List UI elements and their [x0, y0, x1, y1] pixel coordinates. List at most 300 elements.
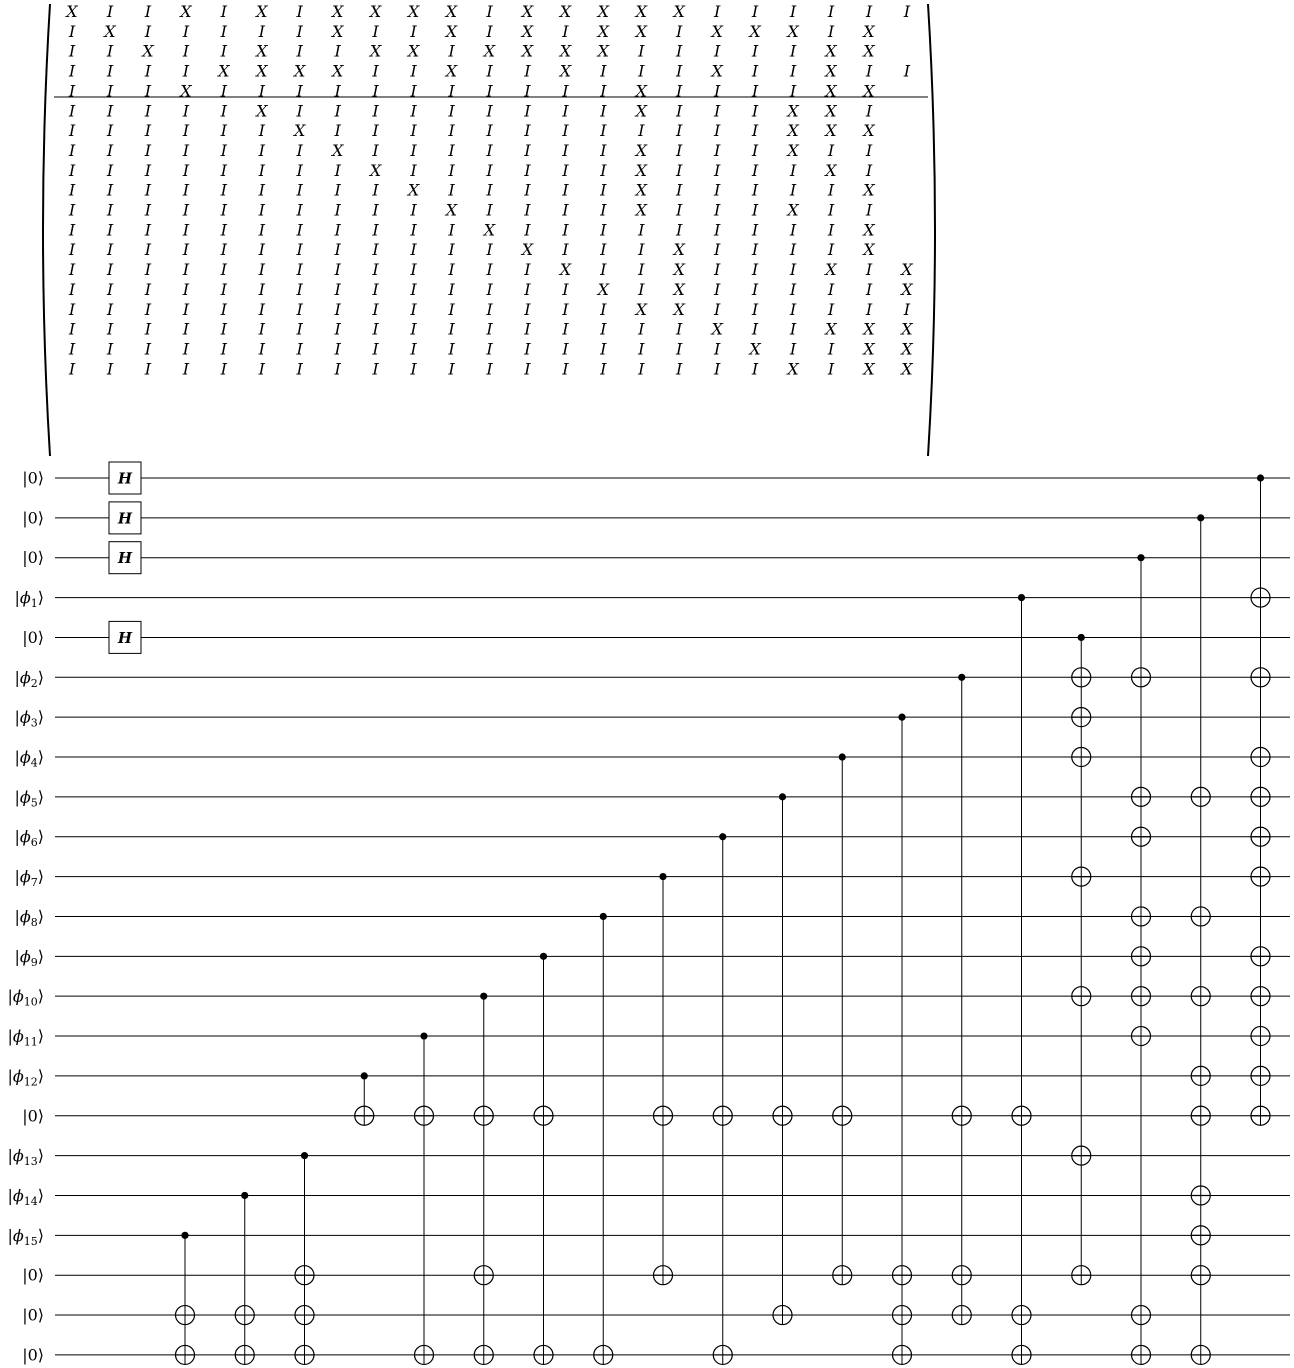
matrix-cell: X — [635, 160, 647, 180]
matrix-cell: I — [827, 359, 835, 379]
matrix-cell: X — [635, 81, 647, 101]
matrix-cell: I — [865, 61, 873, 81]
matrix-cell: I — [562, 220, 569, 240]
matrix-left-paren — [43, 4, 50, 456]
matrix-cell: I — [68, 41, 76, 61]
matrix-cell: I — [296, 359, 303, 379]
matrix-cell: I — [600, 240, 607, 260]
matrix-cell: I — [144, 299, 152, 319]
matrix-cell: I — [182, 260, 190, 280]
matrix-cell: X — [256, 101, 268, 121]
matrix-cell: I — [68, 359, 76, 379]
matrix-cell: I — [676, 200, 683, 220]
wire-label: $|\phi_4⟩$ — [14, 747, 44, 770]
control-dot — [1137, 554, 1144, 561]
matrix-cell: I — [448, 41, 455, 61]
matrix-cell: X — [597, 279, 609, 299]
matrix-cell: X — [863, 21, 875, 41]
matrix-cell: I — [182, 180, 190, 200]
matrix-cell: I — [751, 81, 759, 101]
matrix-cell: I — [106, 319, 114, 339]
matrix-cell: I — [258, 339, 265, 359]
matrix-cell: X — [294, 121, 306, 141]
matrix-cell: I — [789, 41, 797, 61]
matrix-cell: I — [486, 141, 493, 160]
matrix-cell: I — [410, 240, 417, 260]
hadamard-label: H — [117, 509, 133, 528]
matrix-cell: I — [676, 319, 683, 339]
matrix-cell: I — [714, 141, 721, 160]
matrix-cell: I — [334, 359, 341, 379]
matrix-cell: X — [104, 21, 116, 41]
matrix-cell: X — [332, 141, 344, 160]
matrix-cell: X — [787, 141, 799, 160]
matrix-cell: I — [220, 299, 227, 319]
matrix-cell: X — [256, 61, 268, 81]
wire-label: $|\phi_{13}⟩$ — [7, 1146, 44, 1169]
matrix-cell: I — [182, 21, 190, 41]
matrix-cell: I — [448, 339, 455, 359]
matrix-cell: X — [673, 260, 685, 280]
matrix-cell: I — [600, 121, 607, 141]
matrix-cell: I — [524, 260, 531, 280]
matrix-cell: X — [256, 2, 268, 21]
matrix-cell: I — [372, 200, 379, 220]
matrix-cell: I — [524, 101, 531, 121]
matrix-cell: X — [635, 101, 647, 121]
matrix-cell: I — [372, 339, 379, 359]
control-dot — [1257, 474, 1264, 481]
control-dot — [241, 1192, 248, 1199]
matrix-cell: I — [220, 2, 227, 21]
matrix-cell: I — [600, 101, 607, 121]
matrix-cell: I — [410, 61, 417, 81]
matrix-cell: I — [638, 41, 645, 61]
matrix-cell: I — [562, 160, 569, 180]
matrix-cell: I — [258, 200, 265, 220]
matrix-cell: X — [66, 2, 78, 21]
matrix-cell: I — [676, 141, 683, 160]
matrix-cell: I — [296, 101, 303, 121]
matrix-cell: I — [524, 319, 531, 339]
matrix-cell: I — [865, 299, 873, 319]
matrix-cell: I — [106, 81, 114, 101]
matrix-cell: I — [789, 2, 797, 21]
wire-label: $|\phi_{11}⟩$ — [7, 1026, 44, 1049]
matrix-cell: I — [334, 299, 341, 319]
control-dot — [958, 674, 965, 681]
control-dot — [540, 953, 547, 960]
matrix-cell: X — [294, 61, 306, 81]
matrix-cell: X — [901, 319, 913, 339]
matrix-cell: I — [296, 160, 303, 180]
matrix-cell: I — [68, 180, 76, 200]
matrix-cell: X — [597, 21, 609, 41]
wire-label: |0⟩ — [22, 627, 44, 647]
matrix-cell: X — [332, 21, 344, 41]
matrix-cell: X — [407, 2, 420, 21]
matrix-cell: I — [600, 359, 607, 379]
matrix-cell: I — [827, 240, 835, 260]
matrix-cell: I — [106, 240, 114, 260]
matrix-cell: I — [372, 279, 379, 299]
matrix-cell: I — [789, 339, 797, 359]
matrix-cell: X — [863, 41, 875, 61]
matrix-cell: X — [863, 319, 875, 339]
matrix-cell: I — [182, 359, 190, 379]
matrix-cell: X — [407, 180, 420, 200]
matrix-cell: I — [296, 141, 303, 160]
matrix-cell: I — [106, 260, 114, 280]
control-dot — [361, 1072, 368, 1079]
wire-label: |0⟩ — [22, 1345, 44, 1365]
matrix-cell: X — [787, 359, 799, 379]
matrix-cell: I — [751, 141, 759, 160]
matrix-cell: I — [106, 2, 114, 21]
matrix-cell: I — [751, 2, 759, 21]
matrix-cell: I — [410, 359, 417, 379]
matrix-cell: I — [372, 21, 379, 41]
circuit-wires — [55, 478, 1290, 1355]
matrix-cell: I — [903, 61, 911, 81]
matrix-cell: I — [562, 21, 569, 41]
matrix-cell: I — [486, 339, 493, 359]
matrix-cell: I — [751, 121, 759, 141]
matrix-cell: I — [372, 81, 379, 101]
matrix-cell: I — [334, 319, 341, 339]
wire-label: $|\phi_9⟩$ — [14, 946, 44, 969]
matrix-cell: I — [410, 220, 417, 240]
matrix-cell: I — [68, 21, 76, 41]
matrix-cell: I — [524, 160, 531, 180]
matrix-cell: I — [410, 21, 417, 41]
matrix-cell: I — [714, 200, 721, 220]
matrix-cell: I — [258, 81, 265, 101]
matrix-cell: I — [448, 101, 455, 121]
matrix-cell: I — [410, 121, 417, 141]
matrix-cell: I — [714, 101, 721, 121]
matrix-cell: I — [524, 279, 531, 299]
matrix-cell: I — [714, 81, 721, 101]
matrix-cell: I — [144, 359, 152, 379]
matrix-cell: X — [445, 61, 458, 81]
matrix-cell: I — [486, 81, 493, 101]
wire-label: $|\phi_2⟩$ — [14, 667, 44, 690]
matrix-cell: I — [144, 121, 152, 141]
matrix-cell: I — [903, 299, 911, 319]
control-dot — [301, 1152, 308, 1159]
matrix-cell: I — [410, 260, 417, 280]
matrix-cell: I — [296, 240, 303, 260]
matrix-cell: I — [296, 21, 303, 41]
matrix-right-paren — [928, 4, 935, 456]
control-dot — [719, 833, 726, 840]
matrix-cell: I — [714, 299, 721, 319]
matrix-cell: I — [676, 41, 683, 61]
matrix-cell: I — [676, 180, 683, 200]
matrix-cell: I — [258, 121, 265, 141]
matrix-cell: I — [600, 160, 607, 180]
matrix-cell: I — [714, 160, 721, 180]
matrix-cell: I — [751, 200, 759, 220]
matrix-cell: I — [182, 200, 190, 220]
matrix-cell: I — [562, 319, 569, 339]
matrix-cell: I — [68, 260, 76, 280]
matrix-cell: I — [182, 279, 190, 299]
matrix-cell: I — [106, 180, 114, 200]
matrix-cell: I — [372, 121, 379, 141]
matrix-cell: I — [600, 299, 607, 319]
matrix-cell: X — [521, 21, 534, 41]
matrix-cell: I — [372, 240, 379, 260]
matrix-cell: I — [448, 180, 455, 200]
matrix-cell: X — [218, 61, 230, 81]
matrix-cell: X — [559, 260, 572, 280]
matrix-cell: I — [296, 200, 303, 220]
matrix-cell: I — [68, 121, 76, 141]
matrix-cell: I — [524, 339, 531, 359]
matrix-cell: I — [714, 220, 721, 240]
matrix-cell: I — [524, 180, 531, 200]
matrix-cell: I — [220, 160, 227, 180]
matrix-cell: I — [68, 200, 76, 220]
matrix-cell: I — [562, 121, 569, 141]
matrix-cell: I — [258, 279, 265, 299]
matrix-cell: X — [749, 339, 761, 359]
matrix-cell: I — [562, 180, 569, 200]
matrix-cell: X — [635, 299, 647, 319]
matrix-cell: I — [334, 180, 341, 200]
wire-label: $|\phi_1⟩$ — [14, 588, 44, 611]
matrix-cell: X — [369, 2, 382, 21]
matrix-cell: I — [144, 180, 152, 200]
matrix-cell: I — [676, 81, 683, 101]
matrix-cell: I — [296, 81, 303, 101]
matrix-cell: I — [827, 2, 835, 21]
wire-label: $|\phi_6⟩$ — [14, 827, 44, 850]
matrix-cell: I — [144, 260, 152, 280]
matrix-cell: X — [901, 260, 913, 280]
matrix-cell: I — [334, 200, 341, 220]
matrix-cell: X — [559, 41, 572, 61]
matrix-cell: I — [751, 180, 759, 200]
matrix-cell: I — [334, 260, 341, 280]
matrix-cell: X — [825, 260, 837, 280]
matrix-cell: I — [865, 279, 873, 299]
matrix-cell: I — [714, 359, 721, 379]
matrix-cell: I — [334, 81, 341, 101]
matrix-cell: I — [789, 160, 797, 180]
control-dot — [181, 1232, 188, 1239]
wire-label: $|\phi_5⟩$ — [14, 787, 44, 810]
matrix-cell: X — [369, 41, 382, 61]
matrix-cell: I — [182, 339, 190, 359]
matrix-cell: I — [410, 200, 417, 220]
matrix-cell: X — [749, 21, 761, 41]
matrix-cell: I — [220, 339, 227, 359]
matrix-cell: X — [863, 81, 875, 101]
matrix-cell: I — [372, 220, 379, 240]
matrix-cell: I — [220, 41, 227, 61]
matrix-cell: I — [486, 319, 493, 339]
matrix-cell: I — [751, 260, 759, 280]
matrix-cell: I — [827, 220, 835, 240]
control-dot — [1018, 594, 1025, 601]
matrix-cell: I — [258, 141, 265, 160]
matrix-cell: I — [827, 339, 835, 359]
matrix-cell: I — [751, 319, 759, 339]
matrix-cell: X — [521, 2, 534, 21]
matrix-cell: I — [486, 359, 493, 379]
matrix-cell: I — [638, 260, 645, 280]
matrix-cell: I — [258, 359, 265, 379]
matrix-cell: I — [600, 319, 607, 339]
matrix-cell: I — [68, 81, 76, 101]
matrix-cell: I — [562, 240, 569, 260]
matrix-cell: I — [524, 200, 531, 220]
matrix-cell: I — [220, 319, 227, 339]
matrix-cell: I — [106, 61, 114, 81]
matrix-cell: I — [486, 279, 493, 299]
matrix-cell: I — [334, 339, 341, 359]
matrix-cell: I — [789, 279, 797, 299]
matrix-cell: I — [258, 240, 265, 260]
matrix-cell: I — [524, 81, 531, 101]
matrix-cell: I — [486, 160, 493, 180]
matrix-cell: I — [865, 2, 873, 21]
matrix-cell: I — [182, 121, 190, 141]
matrix-cell: X — [445, 200, 458, 220]
matrix-cell: I — [676, 220, 683, 240]
matrix-cell: I — [106, 279, 114, 299]
matrix-cell: I — [296, 339, 303, 359]
matrix-cell: I — [296, 260, 303, 280]
matrix-cell: I — [600, 180, 607, 200]
matrix-cell: X — [825, 81, 837, 101]
matrix-cell: I — [676, 359, 683, 379]
matrix-cell: I — [334, 160, 341, 180]
matrix-cell: I — [714, 279, 721, 299]
matrix-cell: I — [600, 81, 607, 101]
matrix-cell: I — [789, 180, 797, 200]
matrix-cell: I — [258, 160, 265, 180]
matrix-cell: X — [901, 279, 913, 299]
matrix-cell: I — [410, 279, 417, 299]
matrix-cell: I — [410, 160, 417, 180]
control-dot — [1197, 514, 1204, 521]
matrix-cell: I — [182, 61, 190, 81]
matrix-cell: I — [68, 279, 76, 299]
control-dot — [779, 793, 786, 800]
matrix-cell: I — [182, 160, 190, 180]
matrix-cell: I — [182, 220, 190, 240]
matrix-cell: I — [106, 101, 114, 121]
control-dot — [659, 873, 666, 880]
matrix-cell: X — [445, 2, 458, 21]
matrix-cell: I — [638, 359, 645, 379]
matrix-cell: I — [562, 200, 569, 220]
matrix-cell: X — [635, 141, 647, 160]
matrix-cell: I — [448, 279, 455, 299]
matrix-cell: I — [865, 200, 873, 220]
matrix-cell: I — [827, 180, 835, 200]
matrix-cell: I — [258, 260, 265, 280]
control-dot — [420, 1032, 427, 1039]
matrix-cell: I — [182, 299, 190, 319]
matrix-cell: I — [220, 121, 227, 141]
matrix-cell: I — [144, 220, 152, 240]
matrix-cell: I — [220, 101, 227, 121]
hadamard-label: H — [117, 549, 133, 568]
matrix-cell: I — [600, 200, 607, 220]
matrix-cell: I — [258, 180, 265, 200]
matrix-cell: I — [524, 299, 531, 319]
matrix-cell: I — [789, 299, 797, 319]
matrix-cell: I — [258, 319, 265, 339]
matrix-cell: X — [787, 121, 799, 141]
matrix-cell: X — [635, 180, 647, 200]
matrix-cell: I — [144, 200, 152, 220]
matrix-cell: I — [220, 180, 227, 200]
matrix-cell: I — [676, 339, 683, 359]
matrix-cell: I — [220, 81, 227, 101]
matrix-cell: I — [296, 41, 303, 61]
matrix-cell: I — [714, 121, 721, 141]
matrix-cell: X — [711, 319, 723, 339]
matrix-cell: I — [410, 141, 417, 160]
matrix-cell: I — [258, 220, 265, 240]
matrix-cell: I — [296, 220, 303, 240]
matrix-cell: I — [372, 141, 379, 160]
matrix-cell: I — [296, 299, 303, 319]
matrix-cell: I — [486, 2, 493, 21]
matrix-cell: I — [524, 141, 531, 160]
matrix-cell: I — [638, 121, 645, 141]
matrix-cell: I — [106, 359, 114, 379]
matrix-cell: X — [180, 81, 192, 101]
matrix-cell: I — [789, 319, 797, 339]
matrix-cell: I — [448, 319, 455, 339]
matrix-cell: I — [638, 279, 645, 299]
wire-labels — [7, 469, 44, 1365]
matrix-cell: X — [673, 2, 685, 21]
matrix-cell: I — [714, 41, 721, 61]
matrix-cell: I — [372, 101, 379, 121]
matrix-cell: I — [106, 160, 114, 180]
matrix-cell: X — [635, 200, 647, 220]
matrix-cell: X — [901, 359, 913, 379]
matrix-cell: X — [142, 41, 154, 61]
matrix-cell: I — [334, 279, 341, 299]
matrix-cell: I — [524, 220, 531, 240]
matrix-cell: I — [486, 200, 493, 220]
matrix-cell: X — [673, 279, 685, 299]
matrix-cell: I — [448, 220, 455, 240]
matrix-cell: X — [332, 61, 344, 81]
matrix-cell: I — [68, 141, 76, 160]
matrix-cell: I — [144, 81, 152, 101]
matrix-cell: I — [486, 121, 493, 141]
wire-label: |0⟩ — [22, 1265, 44, 1285]
matrix-cell: X — [673, 240, 685, 260]
wire-label: |0⟩ — [22, 468, 44, 488]
matrix-cell: I — [144, 240, 152, 260]
matrix-cell: I — [751, 160, 759, 180]
matrix-cell: I — [182, 101, 190, 121]
matrix-cell: X — [559, 2, 572, 21]
matrix-cell: X — [825, 61, 837, 81]
matrix-cell: I — [106, 200, 114, 220]
